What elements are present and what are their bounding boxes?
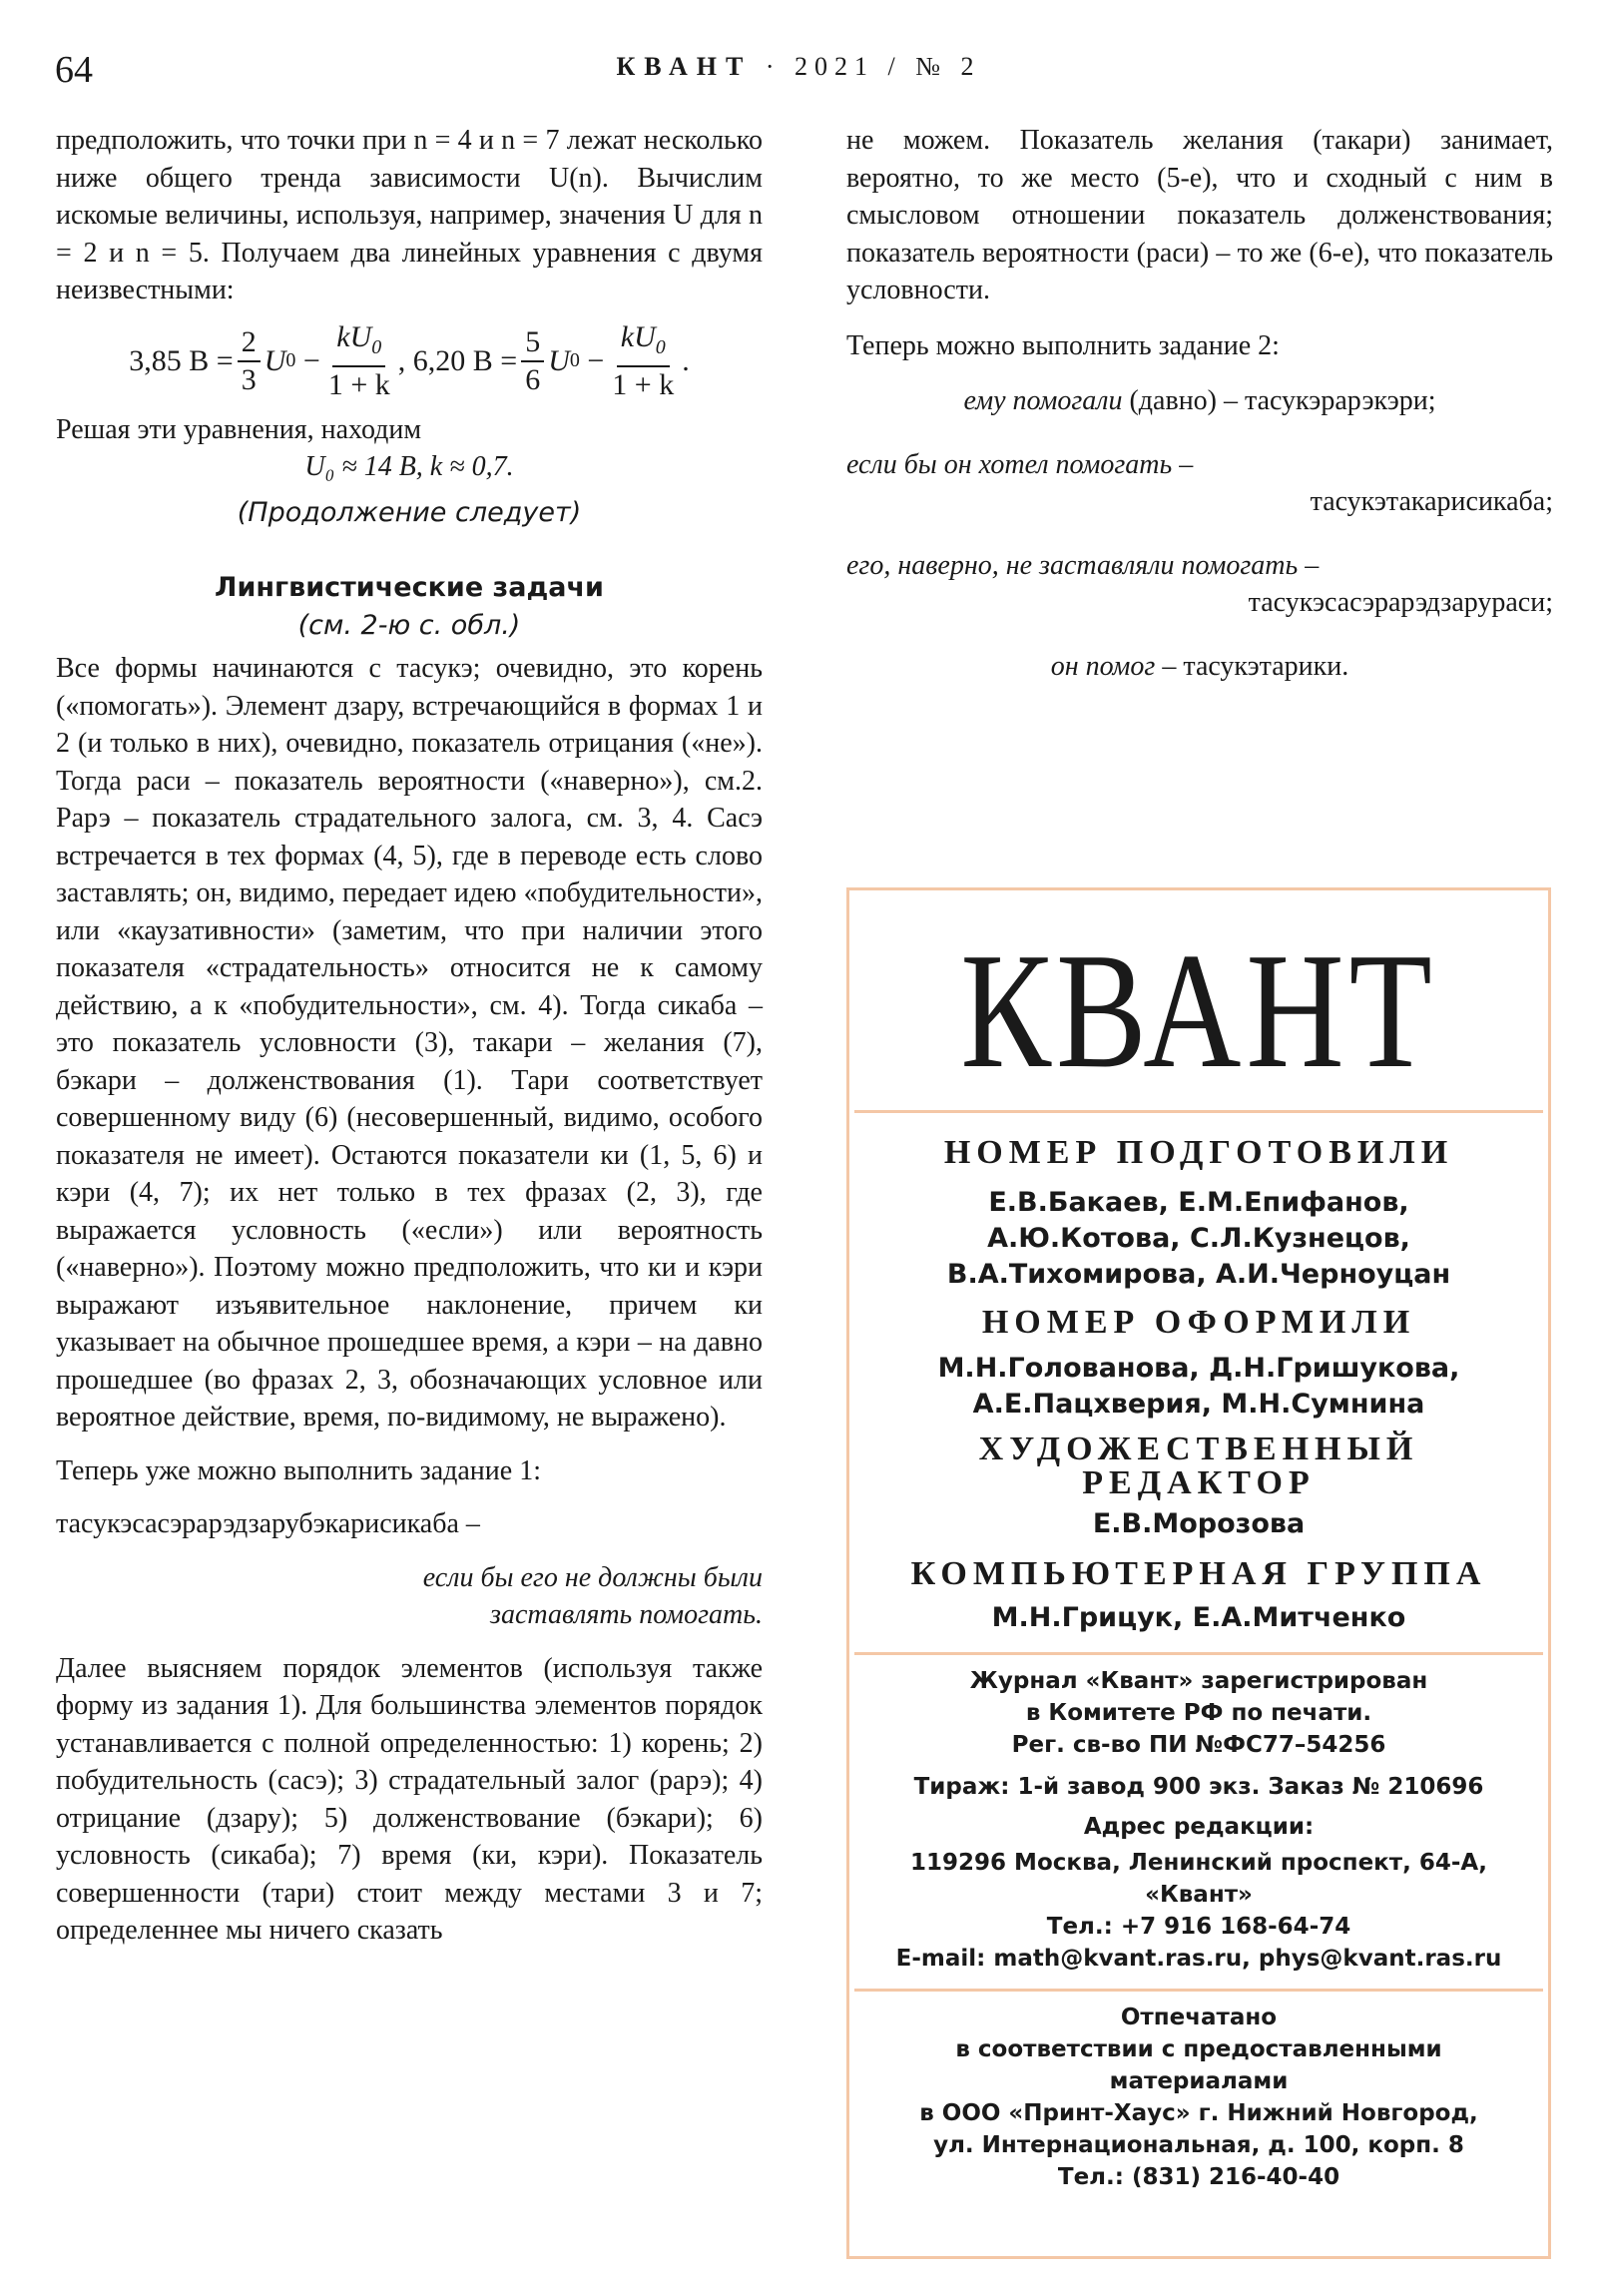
registration-info: в Комитете РФ по печати. [1025,1700,1372,1726]
fraction: $\frac{kU_0}{1 + k}$ [327,319,390,401]
divider [854,1652,1543,1655]
paragraph: Теперь можно выполнить задание 2: [846,329,1280,361]
registration-info: Рег. св-во ПИ №ФС77–54256 [1011,1732,1386,1758]
masthead-box [846,887,1551,2259]
issue-number: 2021 / № 2 [795,52,981,81]
kvant-logo: КВАНТ [960,918,1437,1102]
example-word: тасукэсасэрарэдзарураси; [1248,587,1553,618]
equation-1-lhs: 3,85 В = [129,343,234,377]
fraction: $\frac{kU_0}{1 + k}$ [612,319,675,401]
paragraph: Все формы начинаются с тасукэ; очевидно, это корень («помогать»). Элемент дзару, встречающийся в формах 1 и 2 (и только в них), очевидно, показатель отрицания («не»). Тогда раси – показатель вероятности («наверно»), см.2. Рарэ – показатель страдательного залога, см. 3, 4. Сасэ встречается в тех формах (4, 5), где в переводе есть слово заставлять; он, видимо, передает идею «побудительности», или «каузативности» (заметим, что при наличии этого показателя «страдательность» относится не к самому действию, а к «побудительности», см. 4). Тогда сикаба – это показатель условности (3), такари – желания (7), бэкари – долженствования (1). Тари соответствует совершенному виду (6) (несовершенный, видимо, особого показателя не имеет). Остаются показатели ки (1, 5, 6) и кэри (4, 7); их нет только в тех фразах (2, 3), где выражается условность («если») или вероятность («наверно»). Поэтому можно предположить, что ки и кэри выражают изъявительное наклонение, причем ки указывает на обычное прошедшее время, а кэри – на давно прошедшее (во фразах 2, 3, обозначающих условное или вероятное действие, время, по-видимому, не выражено). [56,653,763,1433]
staff-names: М.Н.Голованова, Д.Н.Гришукова, [937,1353,1460,1384]
example-line: ему помогали (давно) – тасукэрарэкэри; [963,385,1436,416]
address-heading: Адрес редакции: [1083,1814,1315,1840]
staff-names: М.Н.Грицук, Е.А.Митченко [991,1602,1406,1633]
example-word: тасукэтакарисикаба; [1310,486,1553,517]
section-subtitle: (см. 2-ю с. обл.) [297,609,521,641]
address: «Квант» [1145,1882,1253,1908]
result-formula: U₀ ≈ 14 В, k ≈ 0,7. [304,451,514,482]
staff-names: Е.В.Морозова [1092,1508,1306,1539]
divider [854,1989,1543,1992]
paragraph: Далее выясняем порядок элементов (используя также форму из задания 1). Для большинства элементов порядок устанавливается с полной определенностью: 1) корень; 2) побудительность (сасэ); 3) страдательный залог (рарэ); 4) отрицание (дзару); 5) долженствование (бэкари); 6) условность (сикаба); 7) время (ки, кэри). Показатель совершенности (тари) стоит между местами 3 и 7; определеннее мы ничего сказать [56,1652,763,1946]
staff-names: Е.В.Бакаев, Е.М.Епифанов, [988,1187,1409,1218]
fraction: $\frac{5}{6}$ [521,324,544,398]
address: 119296 Москва, Ленинский проспект, 64-А, [910,1850,1487,1876]
paragraph: не можем. Показатель желания (такари) занимает, вероятно, то же место (5-е), что и сходный с ним в смысловом отношении показатель долженствования; показатель вероятности (раси) – то же (6-е), что показатель условности. [846,125,1553,305]
right-column [846,122,1553,685]
paragraph: предположить, что точки при n = 4 и n = 7 лежат несколько ниже общего тренда зависимости U(n). Вычислим искомые величины, используя, например, значения U для n = 2 и n = 5. Получаем два линейных уравнения с двумя неизвестными: [56,125,763,305]
printer-info: Отпечатано [1120,2005,1278,2030]
circulation-info: Тираж: 1-й завод 900 экз. Заказ № 210696 [913,1774,1484,1800]
continued-note: (Продолжение следует) [237,496,582,528]
title-separator: · [765,52,782,81]
paragraph: Решая эти уравнения, находим [56,413,422,445]
example-line: он помог – тасукэтарики. [1050,650,1349,682]
printer-info: ул. Интернациональная, д. 100, корп. 8 [933,2132,1464,2158]
printer-info: материалами [1109,2068,1289,2094]
phone: Тел.: +7 916 168-64-74 [1046,1914,1351,1940]
example-line: если бы он хотел помогать – [846,448,1194,480]
running-title [0,52,1597,82]
example-word: тасукэсасэрарэдзарубэкарисикаба – [56,1508,480,1539]
example-line: его, наверно, не заставляли помогать – [846,549,1320,581]
registration-info: Журнал «Квант» зарегистрирован [969,1668,1428,1694]
section-title: Лингвистические задачи [215,572,604,603]
printer-info: в ООО «Принт-Хаус» г. Нижний Новгород, [919,2100,1478,2126]
staff-names: А.Е.Пацхверия, М.Н.Сумнина [972,1389,1425,1420]
divider [854,1110,1543,1113]
printer-info: в соответствии с предоставленными [955,2036,1442,2062]
equations: 3,85 В = $\frac{2}{3}$ U 0 − $\frac{kU_0}{1 + k}$ , 6,20 В = $\frac{5}{6}$ U 0 − $\frac{kU_0}{1 + k}$ . [129,319,690,401]
email: E-mail: math@kvant.ras.ru, phys@kvant.ras.ru [895,1946,1502,1972]
masthead-heading: НОМЕР ПОДГОТОВИЛИ [943,1134,1454,1171]
fraction: $\frac{2}{3}$ [238,324,261,398]
translation: заставлять помогать. [490,1599,763,1630]
masthead-heading: РЕДАКТОР [1082,1464,1316,1501]
journal-name: КВАНТ [616,52,753,81]
masthead-heading: ХУДОЖЕСТВЕННЫЙ [978,1431,1419,1467]
page-header [0,38,1597,98]
left-column [56,122,763,1950]
page-number: 64 [55,49,93,91]
staff-names: В.А.Тихомирова, А.И.Черноуцан [946,1259,1451,1290]
masthead-heading: НОМЕР ОФОРМИЛИ [981,1304,1416,1341]
equation-2-lhs: 6,20 В = [412,343,518,377]
printer-info: Тел.: (831) 216-40-40 [1057,2164,1340,2190]
masthead-heading: КОМПЬЮТЕРНАЯ ГРУППА [910,1555,1487,1592]
translation: если бы его не должны были [422,1561,763,1593]
paragraph: Теперь уже можно выполнить задание 1: [56,1454,541,1486]
staff-names: А.Ю.Котова, С.Л.Кузнецов, [987,1223,1410,1254]
